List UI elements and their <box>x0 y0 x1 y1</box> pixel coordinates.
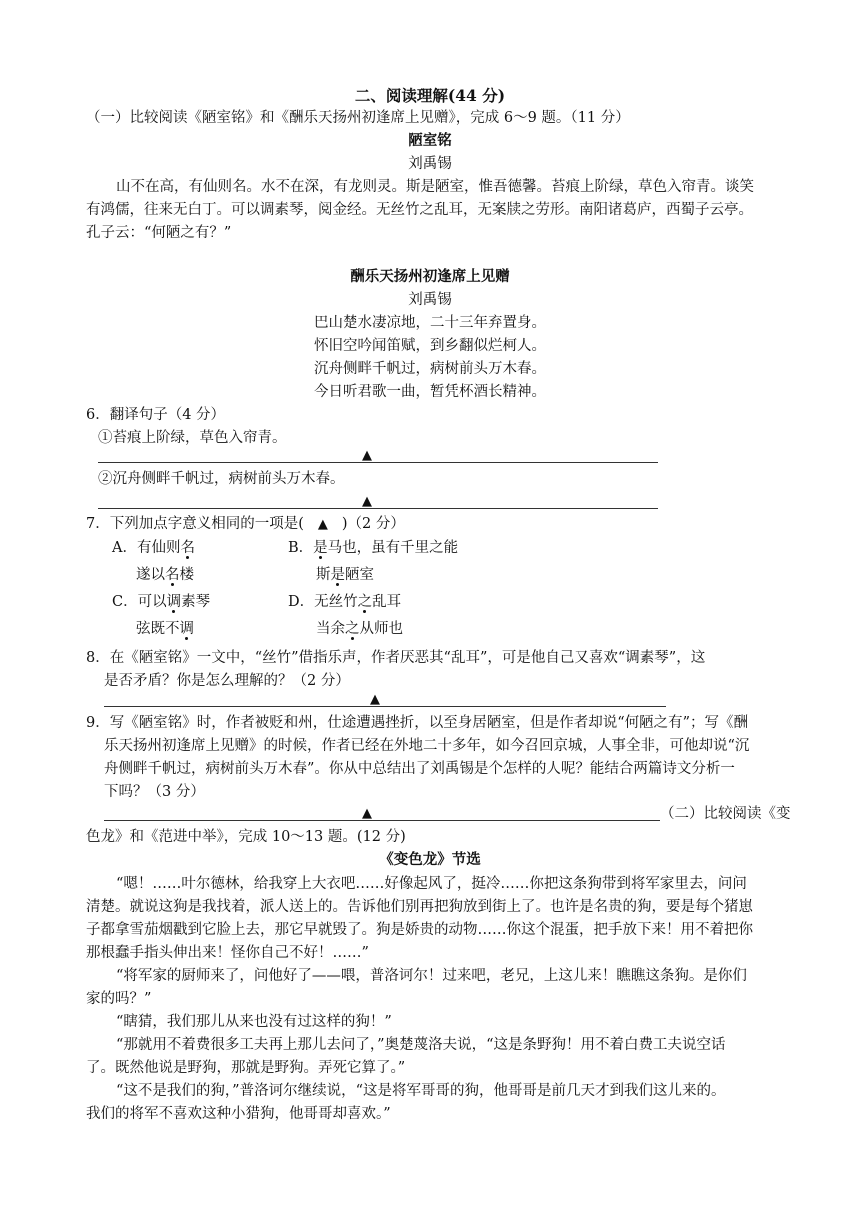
passage-line: 家的吗？” <box>86 991 152 1007</box>
answer-marker: ▲ <box>362 494 372 509</box>
q7-option-d: D．无丝竹之乱耳 <box>288 594 402 610</box>
dotted-char: 是 <box>313 540 328 556</box>
text2-author: 刘禹锡 <box>408 292 452 308</box>
q6-sentence-1: ①苔痕上阶绿，草色入帘青。 <box>98 430 287 446</box>
q6-answer-line-2[interactable] <box>98 508 658 509</box>
dotted-char: 是 <box>330 567 345 583</box>
q9-line-4: 下吗？（3 分） <box>104 784 205 800</box>
poem-line: 怀旧空吟闻笛赋，到乡翻似烂柯人。 <box>314 338 546 354</box>
q6-stem: 6．翻译句子（4 分） <box>86 407 226 423</box>
dotted-char: 之 <box>345 621 360 637</box>
q7-option-b: B．是马也，虽有千里之能 <box>288 540 459 556</box>
q7-option-a: A．有仙则名 <box>112 540 195 556</box>
passage-line: 我们的将军不喜欢这种小猎狗，他哥哥却喜欢。” <box>86 1106 391 1122</box>
answer-marker: ▲ <box>317 517 328 532</box>
passage-line: 子都拿雪茄烟戳到它脸上去，那它早就毁了。狗是娇贵的动物……你这个混蛋，把手放下来！用不着把你 <box>86 922 753 938</box>
q8-line-1: 8．在《陋室铭》一文中，“丝竹”借指乐声，作者厌恶其“乱耳”，可是他自己又喜欢“调素琴”，这 <box>86 650 706 666</box>
answer-marker: ▲ <box>370 692 380 707</box>
section-title: 二、阅读理解(44 分) <box>354 86 506 105</box>
text1-line: 山不在高，有仙则名。水不在深，有龙则灵。斯是陋室，惟吾德馨。苔痕上阶绿，草色入帘青。谈笑 <box>116 179 754 195</box>
q9-answer-line[interactable] <box>104 820 660 821</box>
q7-option-b-line2: 斯是陋室 <box>316 567 374 583</box>
q6-answer-line-1[interactable] <box>98 462 658 463</box>
text1-line: 有鸿儒，往来无白丁。可以调素琴，阅金经。无丝竹之乱耳，无案牍之劳形。南阳诸葛庐，西蜀子云亭。 <box>86 202 753 218</box>
q8-line-2: 是否矛盾？你是怎么理解的？（2 分） <box>104 673 350 689</box>
q7-stem-text: 7．下列加点字意义相同的一项是( <box>86 516 304 532</box>
text1-title: 陋室铭 <box>408 132 452 149</box>
dotted-char: 名 <box>165 567 180 583</box>
dotted-char: 之 <box>357 594 373 610</box>
part1-intro: （一）比较阅读《陋室铭》和《酬乐天扬州初逢席上见赠》，完成 6～9 题。（11 分） <box>86 110 630 126</box>
passage-line: “那就用不着费很多工夫再上那儿去问了，”奥楚蔑洛夫说，“这是条野狗！用不着白费工夫说空话 <box>116 1037 726 1053</box>
q9-line-3: 舟侧畔千帆过，病树前头万木春”。你从中总结出了刘禹锡是个怎样的人呢？能结合两篇诗文分析一 <box>104 761 735 777</box>
part2-intro-start: （二）比较阅读《变 <box>660 806 791 822</box>
answer-marker: ▲ <box>362 806 372 821</box>
q9-line-2: 乐天扬州初逢席上见赠》的时候，作者已经在外地二十多年，如今召回京城，人事全非，可他却说“沉 <box>104 738 750 754</box>
passage-line: “嗯！……叶尔德林，给我穿上大衣吧……好像起风了，挺冷……你把这条狗带到将军家里去，问问 <box>116 876 747 892</box>
passage-line: 那根蠢手指头伸出来！怪你自己不好！……” <box>86 945 369 961</box>
passage-line: “这不是我们的狗，”普洛诃尔继续说，“这是将军哥哥的狗，他哥哥是前几天才到我们这儿来的。 <box>116 1083 726 1099</box>
q8-answer-line[interactable] <box>104 706 666 707</box>
q9-line-1: 9．写《陋室铭》时，作者被贬和州，仕途遭遇挫折，以至身居陋室，但是作者却说“何陋之有”；写《酬 <box>86 715 749 731</box>
passage-line: 清楚。就说这狗是我找着，派人送上的。告诉他们别再把狗放到街上了。也许是名贵的狗，要是每个猪崽 <box>86 899 753 915</box>
poem-line: 巴山楚水凄凉地，二十三年弃置身。 <box>314 315 546 331</box>
text1-author: 刘禹锡 <box>408 156 452 172</box>
q7-option-c-line2: 弦既不调 <box>136 621 194 637</box>
q7-option-d-line2: 当余之从师也 <box>316 621 403 637</box>
dotted-char: 名 <box>180 540 195 556</box>
poem-line: 今日听君歌一曲，暂凭杯酒长精神。 <box>314 384 546 400</box>
q7-stem-score: )（2 分） <box>341 516 405 532</box>
q7-option-a-line2: 遂以名楼 <box>136 567 194 583</box>
q7-option-c: C．可以调素琴 <box>112 594 211 610</box>
text2-title: 酬乐天扬州初逢席上见赠 <box>350 268 510 285</box>
passage-line: “将军家的厨师来了，问他好了——喂，普洛诃尔！过来吧，老兄，上这儿来！瞧瞧这条狗。是你们 <box>116 968 747 984</box>
passage-line: “瞎猜，我们那儿从来也没有过这样的狗！” <box>116 1014 392 1030</box>
dotted-char: 调 <box>179 621 194 637</box>
q6-sentence-2: ②沉舟侧畔千帆过，病树前头万木春。 <box>98 471 345 487</box>
q7-stem <box>86 514 405 535</box>
dotted-char: 调 <box>166 594 182 610</box>
text1-line: 孔子云：“何陋之有？” <box>86 225 232 241</box>
text3-title: 《变色龙》节选 <box>379 851 481 868</box>
answer-marker: ▲ <box>362 448 372 463</box>
part2-intro-end: 色龙》和《范进中举》，完成 10～13 题。(12 分) <box>86 829 406 845</box>
passage-line: 了。既然他说是野狗，那就是野狗。弄死它算了。” <box>86 1060 406 1076</box>
poem-line: 沉舟侧畔千帆过，病树前头万木春。 <box>314 361 546 377</box>
